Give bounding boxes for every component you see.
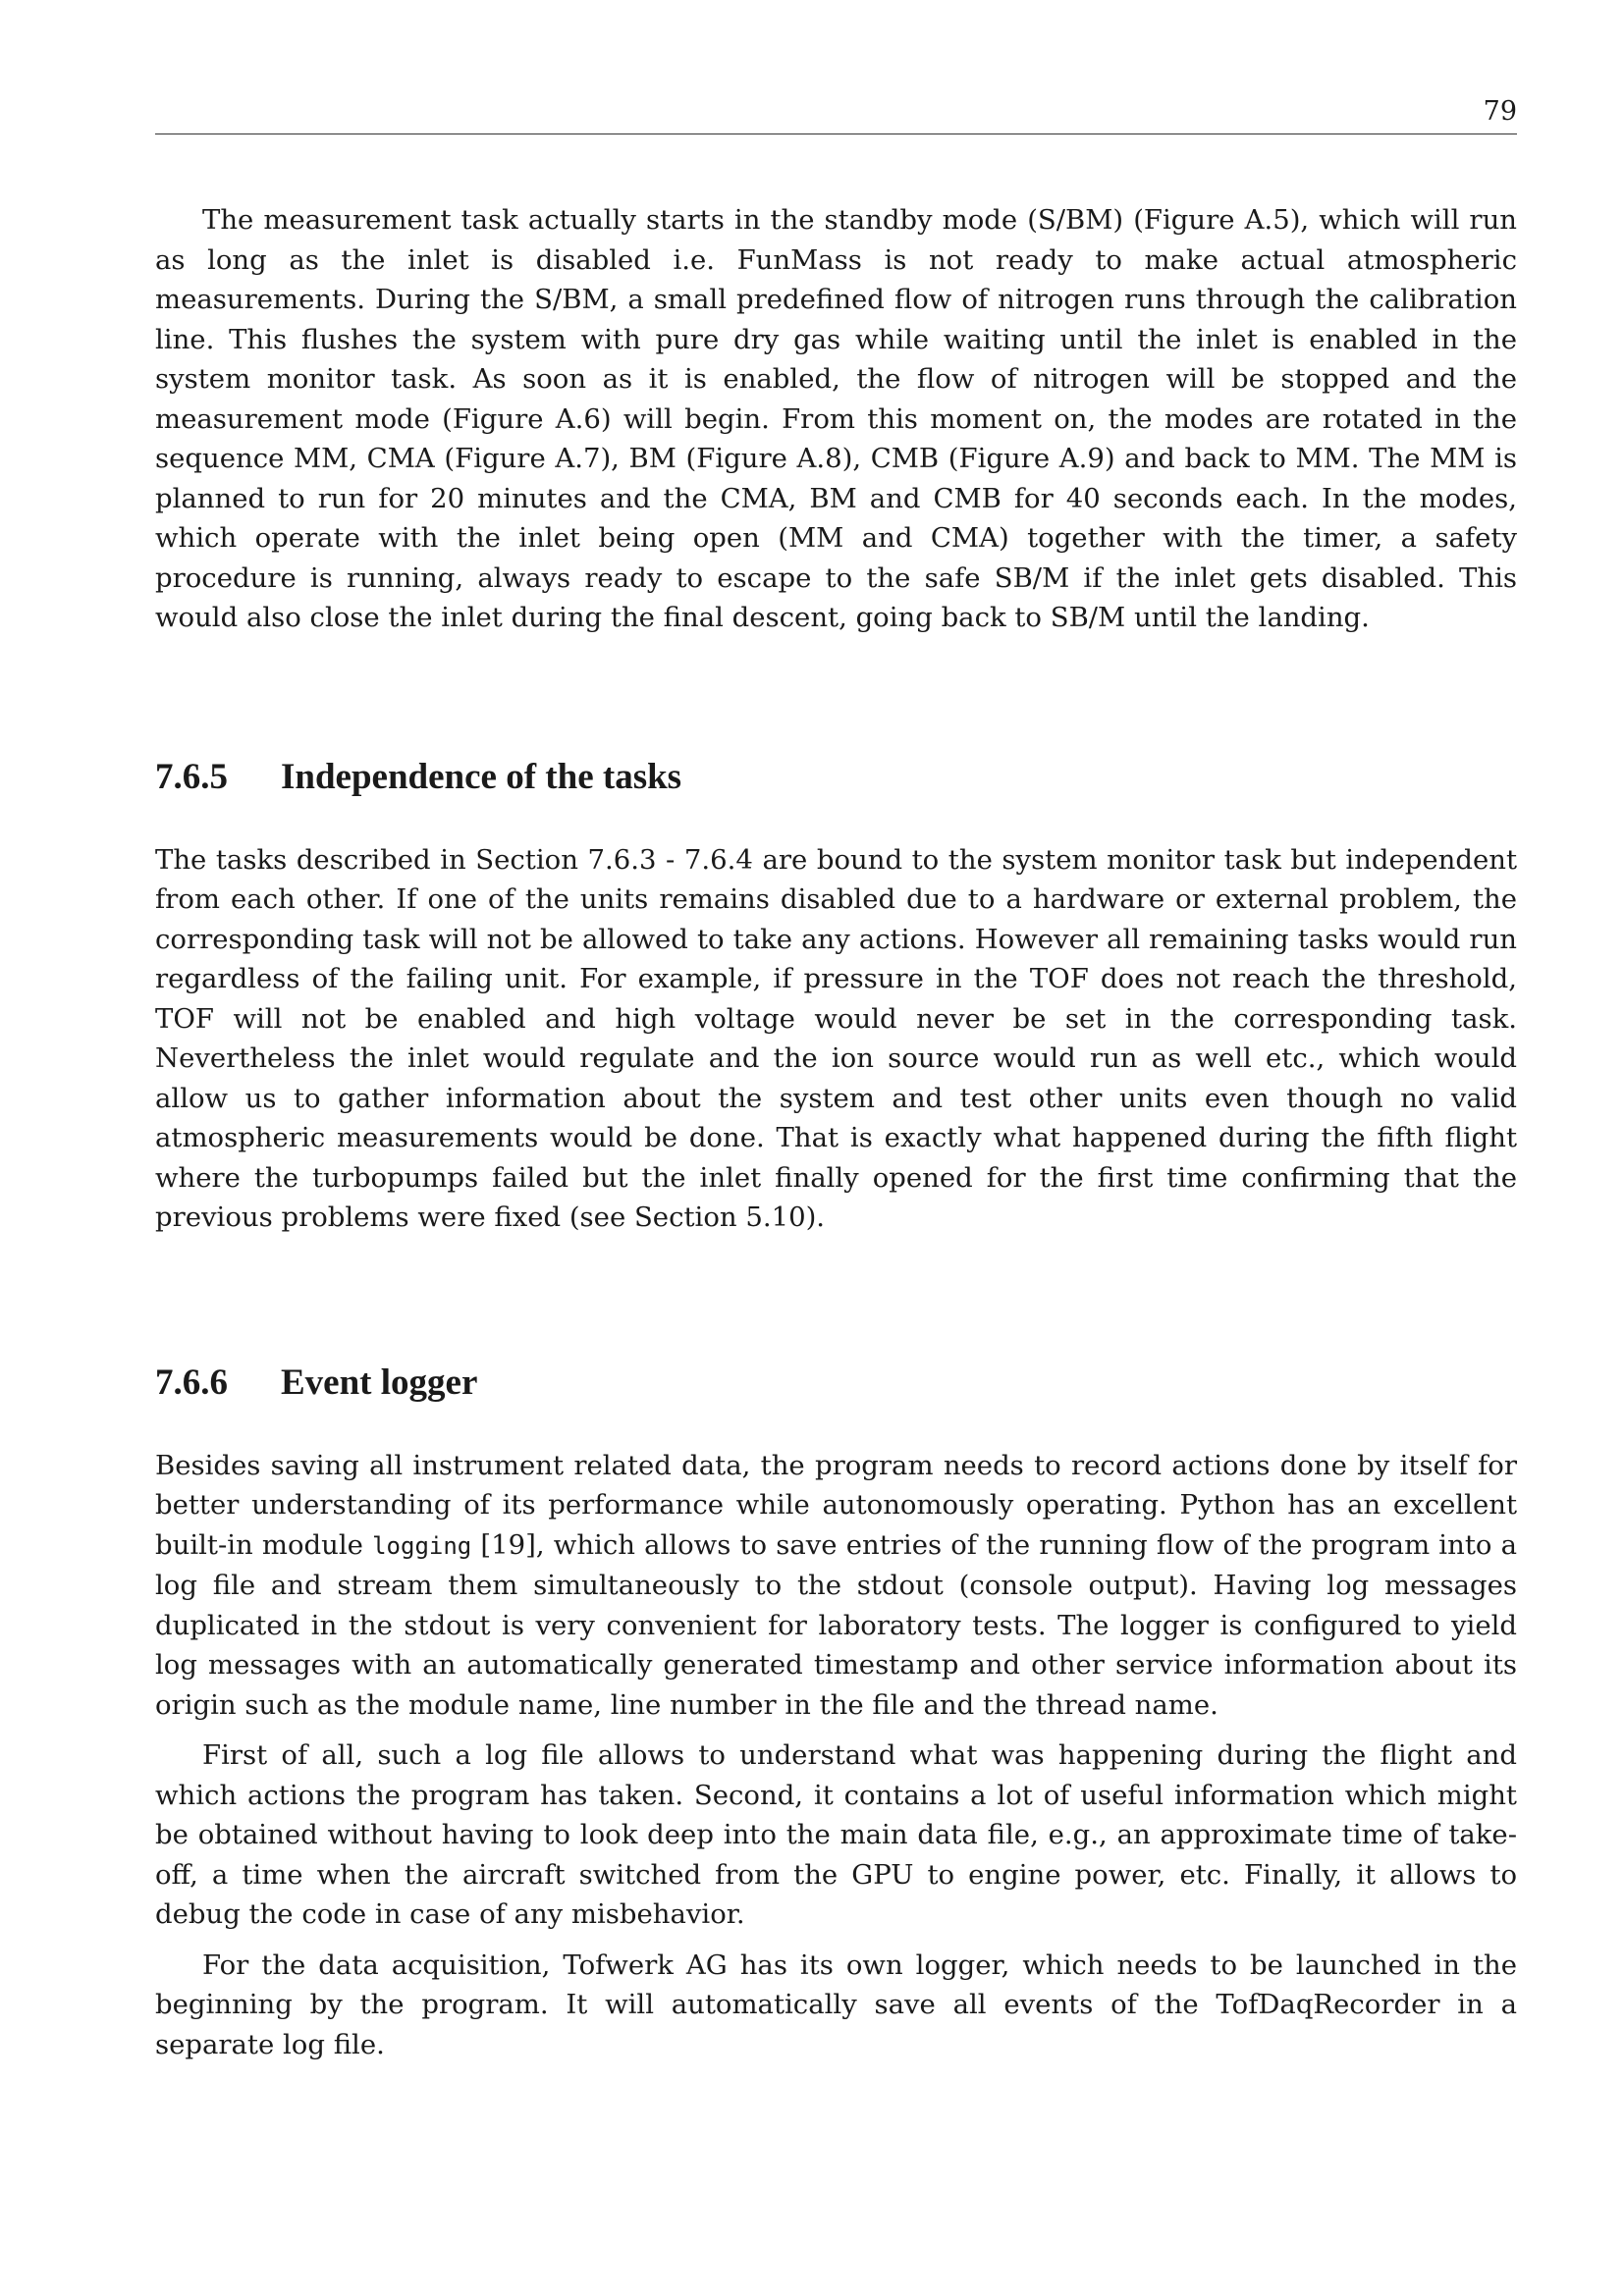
event-logger-paragraph-3: For the data acquisition, Tofwerk AG has its own logger, which needs to be launched in the beginning by the program. It will automatically save all events of the TofDaqRecorder in a separate log file. [155,1949,1517,2060]
section-heading-event-logger [155,1360,1517,1407]
inline-code-logging: logging [372,1531,472,1560]
section-number: 7.6.6 [155,1362,228,1403]
event-logger-paragraph-1 [155,1446,1517,1726]
page-content [155,200,1517,2064]
independence-paragraph: The tasks described in Section 7.6.3 - 7.6.4 are bound to the system monitor task but independent from each other. If one of the units remains disabled due to a hardware or external problem, the corresponding task will not be allowed to take any actions. However all remaining tasks would run regardless of the failing unit. For example, if pressure in the TOF does not reach the threshold, TOF will not be enabled and high voltage would never be set in the corresponding task. Nevertheless the inlet would regulate and the ion source would run as well etc., which would allow us to gather information about the system and test other units even though no valid atmospheric measurements would be done. That is exactly what happened during the fifth flight where the turbopumps failed but the inlet finally opened for the first time confirming that the previous problems were fixed (see Section 5.10). [155,843,1517,1233]
paragraph-text: Besides saving all instrument related data, the program needs to record actions done by itself for better understanding of its performance while autonomously operating. Python has an excellent built-in module [155,1449,1517,1561]
section-title: Event logger [281,1362,478,1403]
page-header [155,90,1517,134]
page-number: 79 [1483,96,1517,127]
event-logger-paragraph-2: First of all, such a log file allows to understand what was happening during the flight and which actions the program has taken. Second, it contains a lot of useful information which might be obtained without having to look deep into the main data file, e.g., an approximate time of take-off, a time when the aircraft switched from the GPU to engine power, etc. Finally, it allows to debug the code in case of any misbehavior. [155,1739,1517,1930]
intro-paragraph: The measurement task actually starts in the standby mode (S/BM) (Figure A.5), which will run as long as the inlet is disabled i.e. FunMass is not ready to make actual atmospheric measurements. During the S/BM, a small predefined flow of nitrogen runs through the calibration line. This flushes the system with pure dry gas while waiting until the inlet is enabled in the system monitor task. As soon as it is enabled, the flow of nitrogen will be stopped and the measurement mode (Figure A.6) will begin. From this moment on, the modes are rotated in the sequence MM, CMA (Figure A.7), BM (Figure A.8), CMB (Figure A.9) and back to MM. The MM is planned to run for 20 minutes and the CMA, BM and CMB for 40 seconds each. In the modes, which operate with the inlet being open (MM and CMA) together with the timer, a safety procedure is running, always ready to escape to the safe SB/M if the inlet gets disabled. This would also close the inlet during the final descent, going back to SB/M until the landing. [155,204,1517,633]
paragraph-text: [19], which allows to save entries of the running flow of the program into a log file and stream them simultaneously to the stdout (console output). Having log messages duplicated in the stdout is very convenient for laboratory tests. The logger is configured to yield log messages with an automatically generated timestamp and other service information about its origin such as the module name, line number in the file and the thread name. [155,1528,1517,1721]
section-title: Independence of the tasks [281,756,682,797]
section-heading-independence [155,754,1517,801]
section-number: 7.6.5 [155,756,228,797]
